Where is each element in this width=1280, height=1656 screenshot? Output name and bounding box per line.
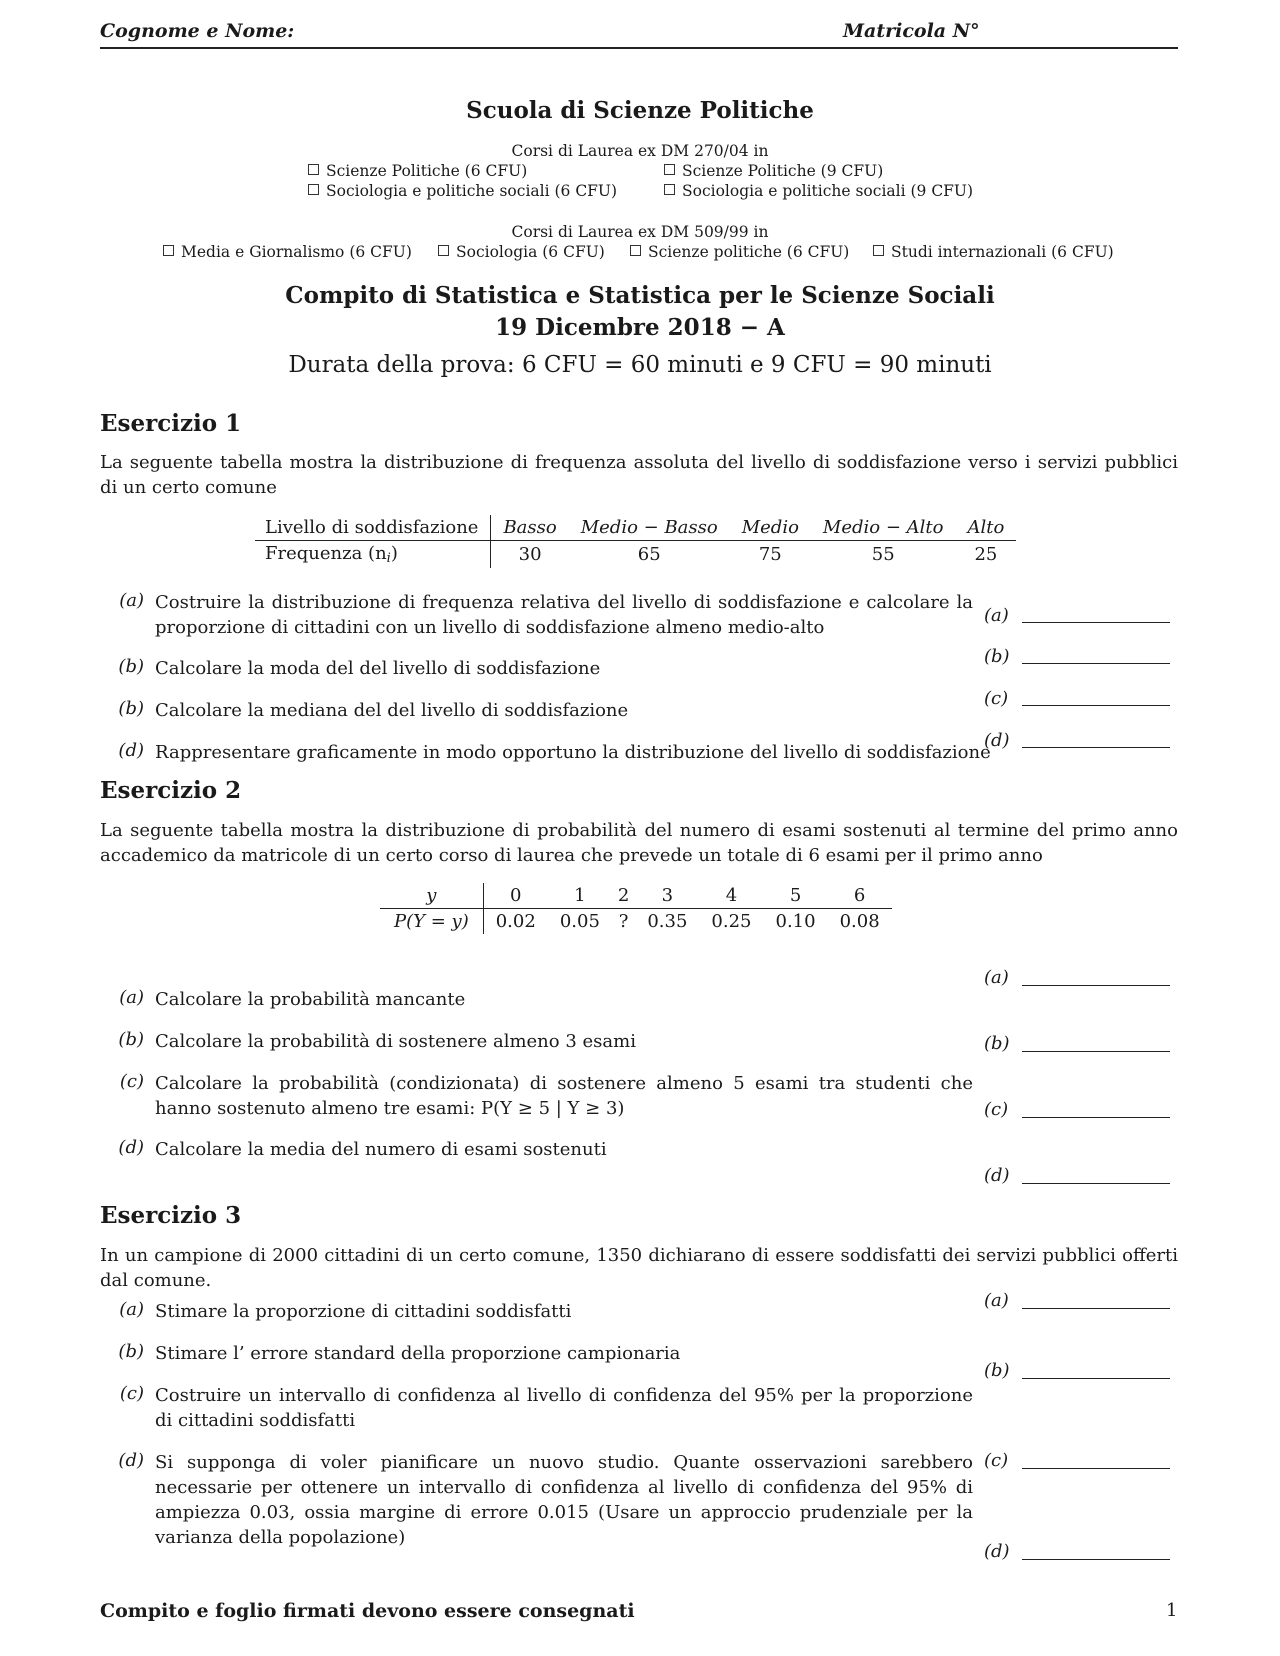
question-label: (c) [119, 1071, 144, 1092]
question-label: (d) [118, 740, 144, 761]
answer-line[interactable] [1022, 1117, 1170, 1118]
course-checkbox[interactable]: Scienze Politiche (9 CFU) [664, 162, 883, 180]
checkbox-icon[interactable] [308, 184, 319, 195]
question-text: Calcolare la probabilità mancante [155, 989, 466, 1010]
school-title: Scuola di Scienze Politiche [466, 97, 814, 124]
table-cell: 0.10 [775, 911, 816, 932]
page-number: 1 [1166, 1600, 1178, 1621]
answer-line[interactable] [1022, 1559, 1170, 1560]
question-label: (a) [119, 590, 144, 611]
question-label: (c) [119, 1383, 144, 1404]
table-cell: 65 [637, 544, 661, 565]
table-header-cell: Medio − Basso [569, 515, 730, 541]
answer-label: (d) [984, 1165, 1010, 1186]
answer-line[interactable] [1022, 705, 1170, 706]
answer-line[interactable] [1022, 1051, 1170, 1052]
checkbox-icon[interactable] [630, 245, 641, 256]
answer-line[interactable] [1022, 1378, 1170, 1379]
question-label: (b) [118, 1029, 144, 1050]
dm270-heading: Corsi di Laurea ex DM 270/04 in [511, 142, 769, 160]
table-cell: 0.08 [839, 911, 880, 932]
matricola-label: Matricola N° [843, 20, 980, 42]
table-header-cell: Medio − Alto [811, 515, 956, 541]
answer-label: (c) [984, 1099, 1009, 1120]
exam-duration: Durata della prova: 6 CFU = 60 minuti e 9 CFU = 90 minuti [288, 352, 992, 378]
table-row-label: Frequenza (ni) [255, 541, 491, 569]
answer-line[interactable] [1022, 985, 1170, 986]
table-header-cell: Alto [955, 515, 1016, 541]
question-label: (b) [118, 698, 144, 719]
probability-table [380, 883, 892, 934]
course-checkbox[interactable]: Sociologia e politiche sociali (6 CFU) [308, 182, 617, 200]
table-row-label: Livello di soddisfazione [255, 515, 491, 541]
checkbox-icon[interactable] [664, 184, 675, 195]
answer-label: (a) [984, 605, 1009, 626]
question-text: Calcolare la mediana del del livello di soddisfazione [155, 700, 629, 721]
exam-date: 19 Dicembre 2018 − A [495, 314, 785, 341]
course-checkbox[interactable]: Scienze Politiche (6 CFU) [308, 162, 527, 180]
dm509-heading: Corsi di Laurea ex DM 509/99 in [511, 223, 769, 241]
course-checkbox[interactable]: Sociologia (6 CFU) [438, 243, 605, 261]
table-header-cell: 2 [612, 883, 635, 909]
question-label: (a) [119, 987, 144, 1008]
table-header-cell: 3 [635, 883, 699, 909]
answer-line[interactable] [1022, 747, 1170, 748]
table-header-cell: 5 [764, 883, 828, 909]
answer-line[interactable] [1022, 622, 1170, 623]
question-text: Si supponga di voler pianificare un nuovo studio. Quante osservazioni sarebbero necessarie per ottenere un intervallo di confidenza al livello di confidenza del 95% di ampiezza 0.03, ossia margine di errore 0.015 (Usare un approccio prudenziale per la varianza della popolazione) [155, 1452, 973, 1548]
table-cell: 55 [871, 544, 895, 565]
checkbox-icon[interactable] [163, 245, 174, 256]
frequency-table [255, 515, 1016, 568]
table-cell: 25 [974, 544, 998, 565]
answer-label: (c) [984, 688, 1009, 709]
question-text: Costruire un intervallo di confidenza al livello di confidenza del 95% per la proporzione di cittadini soddisfatti [155, 1385, 973, 1431]
answer-label: (d) [984, 1541, 1010, 1562]
exercise-3-title: Esercizio 3 [100, 1202, 242, 1229]
table-row-label: y [380, 883, 483, 909]
checkbox-icon[interactable] [308, 164, 319, 175]
table-cell: 0.05 [559, 911, 600, 932]
question-text: Stimare l’ errore standard della proporzione campionaria [155, 1343, 681, 1364]
checkbox-icon[interactable] [664, 164, 675, 175]
question-label: (d) [118, 1137, 144, 1158]
answer-line[interactable] [1022, 1183, 1170, 1184]
exam-title: Compito di Statistica e Statistica per le Scienze Sociali [285, 282, 995, 309]
checkbox-icon[interactable] [873, 245, 884, 256]
question-text: Stimare la proporzione di cittadini soddisfatti [155, 1301, 572, 1322]
table-header-cell: 4 [699, 883, 763, 909]
question-label: (b) [118, 656, 144, 677]
question-label: (d) [118, 1450, 144, 1471]
table-cell: 0.25 [711, 911, 752, 932]
question-label: (b) [118, 1341, 144, 1362]
table-cell: 30 [518, 544, 542, 565]
question-text: Calcolare la moda del del livello di soddisfazione [155, 658, 601, 679]
answer-line[interactable] [1022, 663, 1170, 664]
answer-line[interactable] [1022, 1308, 1170, 1309]
exercise-1-title: Esercizio 1 [100, 410, 242, 437]
table-row-label: P(Y = y) [380, 909, 483, 935]
exercise-2-intro: La seguente tabella mostra la distribuzione di probabilità del numero di esami sostenuti al termine del primo anno accademico da matricole di un certo corso di laurea che prevede un totale di 6 esami per il primo anno [100, 820, 1178, 866]
question-text: Calcolare la probabilità di sostenere almeno 3 esami [155, 1031, 636, 1052]
question-text: Calcolare la media del numero di esami sostenuti [155, 1139, 607, 1160]
answer-label: (b) [984, 646, 1010, 667]
table-header-cell: Basso [491, 515, 569, 541]
question-text: Costruire la distribuzione di frequenza relativa del livello di soddisfazione e calcolare la proporzione di cittadini con un livello di soddisfazione almeno medio-alto [155, 592, 973, 638]
name-label: Cognome e Nome: [100, 20, 295, 42]
answer-label: (b) [984, 1033, 1010, 1054]
exercise-2-title: Esercizio 2 [100, 777, 242, 804]
course-checkbox[interactable]: Media e Giornalismo (6 CFU) [163, 243, 412, 261]
answer-label: (a) [984, 967, 1009, 988]
table-header-cell: 6 [828, 883, 892, 909]
course-checkbox[interactable]: Scienze politiche (6 CFU) [630, 243, 849, 261]
table-header-cell: Medio [730, 515, 811, 541]
table-cell: 75 [758, 544, 782, 565]
question-text: Rappresentare graficamente in modo opportuno la distribuzione del livello di soddisfazione [155, 742, 991, 763]
exercise-3-intro: In un campione di 2000 cittadini di un certo comune, 1350 dichiarano di essere soddisfatti dei servizi pubblici offerti dal comune. [100, 1245, 1178, 1291]
question-label: (a) [119, 1299, 144, 1320]
answer-label: (b) [984, 1360, 1010, 1381]
header-rule [100, 47, 1178, 49]
answer-label: (c) [984, 1450, 1009, 1471]
answer-label: (a) [984, 1290, 1009, 1311]
course-checkbox[interactable]: Sociologia e politiche sociali (9 CFU) [664, 182, 973, 200]
course-checkbox[interactable]: Studi internazionali (6 CFU) [873, 243, 1114, 261]
table-cell: ? [618, 911, 629, 932]
answer-label: (d) [984, 730, 1010, 751]
table-header-cell: 1 [548, 883, 612, 909]
question-text: Calcolare la probabilità (condizionata) di sostenere almeno 5 esami tra studenti che hanno sostenuto almeno tre esami: P(Y ≥ 5 | Y ≥ 3) [155, 1073, 973, 1119]
table-header-cell: 0 [483, 883, 548, 909]
table-cell: 0.02 [495, 911, 536, 932]
table-cell: 0.35 [647, 911, 688, 932]
exercise-1-intro: La seguente tabella mostra la distribuzione di frequenza assoluta del livello di soddisfazione verso i servizi pubblici di un certo comune [100, 452, 1178, 498]
checkbox-icon[interactable] [438, 245, 449, 256]
footer-note: Compito e foglio firmati devono essere consegnati [100, 1600, 635, 1622]
answer-line[interactable] [1022, 1468, 1170, 1469]
